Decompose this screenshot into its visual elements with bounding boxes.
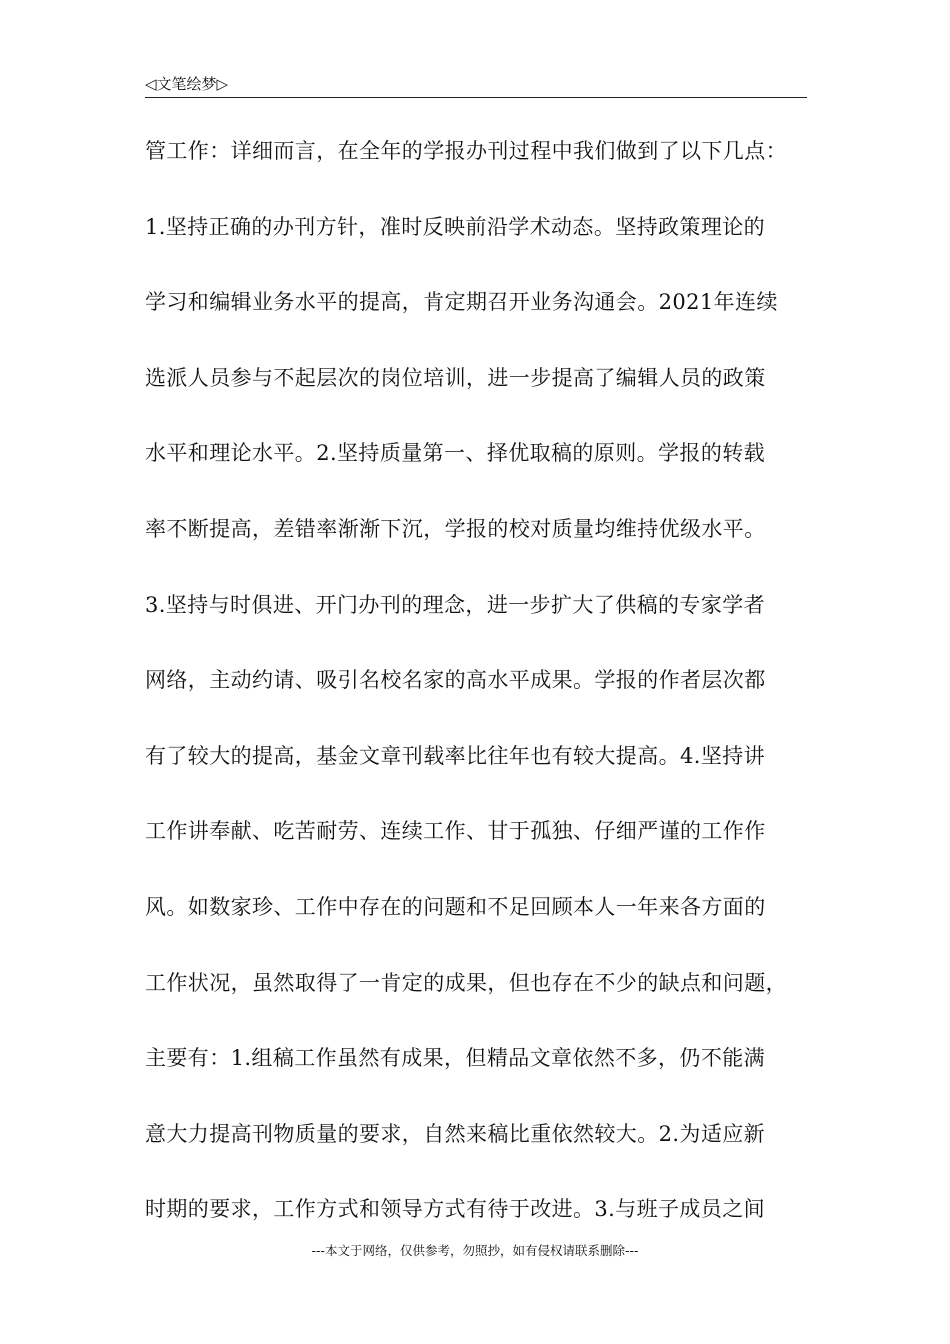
page-footer: ---本文于网络，仅供参考，勿照抄，如有侵权请联系删除---	[311, 1243, 639, 1258]
header-title: ◁文笔绘梦▷	[145, 75, 229, 93]
body-line: 率不断提高，差错率渐渐下沉，学报的校对质量均维持优级水平。	[145, 516, 766, 541]
document-body	[145, 120, 835, 1254]
body-line: 主要有：1.组稿工作虽然有成果，但精品文章依然不多，仍不能满	[145, 1046, 766, 1071]
body-line: 意大力提高刊物质量的要求，自然来稿比重依然较大。2.为适应新	[145, 1121, 766, 1146]
body-line: 工作状况，虽然取得了一肯定的成果，但也存在不少的缺点和问题，	[145, 970, 787, 995]
body-line: 风。如数家珍、工作中存在的问题和不足回顾本人一年来各方面的	[145, 894, 766, 919]
body-line: 学习和编辑业务水平的提高，肯定期召开业务沟通会。2021年连续	[145, 290, 778, 315]
page-header	[145, 74, 807, 98]
body-line: 3.坚持与时俱进、开门办刊的理念，进一步扩大了供稿的专家学者	[145, 592, 766, 617]
header-divider	[145, 97, 807, 98]
body-line: 网络，主动约请、吸引名校名家的高水平成果。学报的作者层次都	[145, 668, 766, 693]
body-line: 有了较大的提高，基金文章刊载率比往年也有较大提高。4.坚持讲	[145, 743, 766, 768]
body-line: 管工作：详细而言，在全年的学报办刊过程中我们做到了以下几点：	[145, 139, 787, 163]
body-line: 时期的要求，工作方式和领导方式有待于改进。3.与班子成员之间	[145, 1197, 766, 1222]
body-line: 选派人员参与不起层次的岗位培训，进一步提高了编辑人员的政策	[145, 365, 766, 390]
body-line: 1.坚持正确的办刊方针，准时反映前沿学术动态。坚持政策理论的	[145, 214, 766, 239]
body-line: 工作讲奉献、吃苦耐劳、连续工作、甘于孤独、仔细严谨的工作作	[145, 819, 766, 844]
body-line: 水平和理论水平。2.坚持质量第一、择优取稿的原则。学报的转载	[145, 441, 766, 466]
